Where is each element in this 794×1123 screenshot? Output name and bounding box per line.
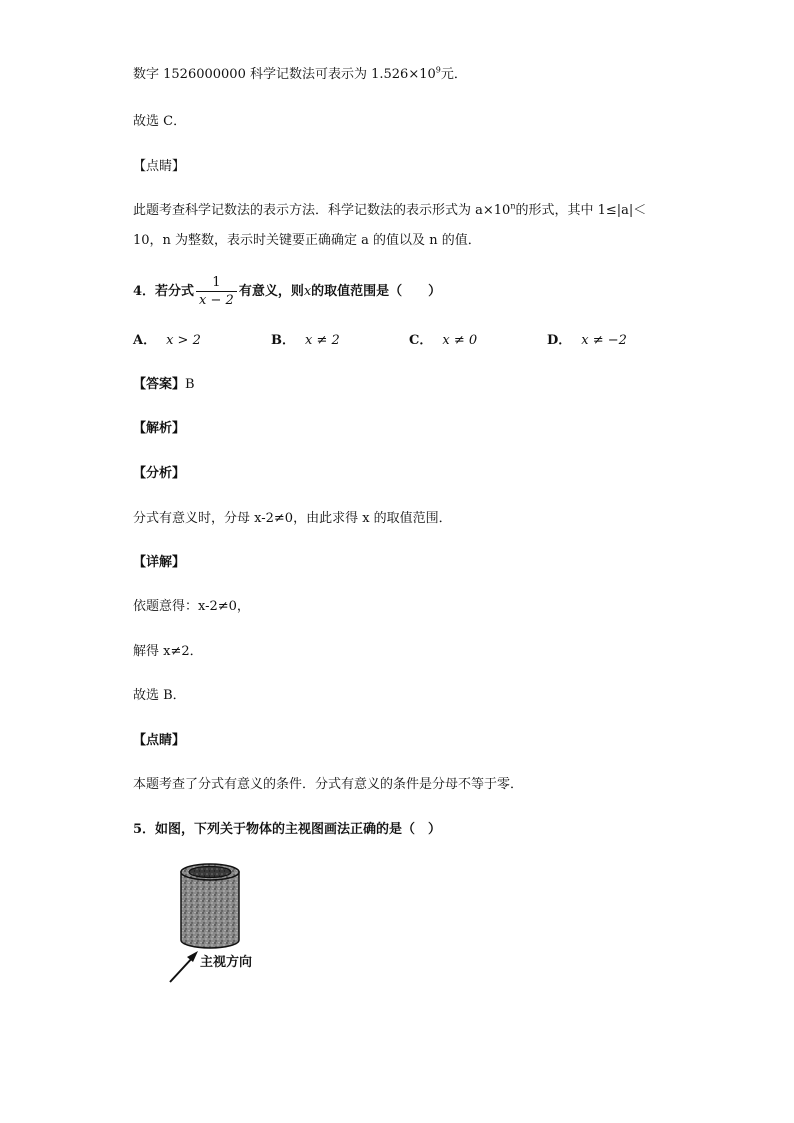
- text-line-step1: 依题意得：x-2≠0，: [133, 599, 250, 614]
- exponent: n: [510, 201, 516, 211]
- text-line-explanation: 此题考查科学记数法的表示方法．科学记数法的表示形式为 $a\times 10^n$的形式，其中 1≤|a|＜: [133, 201, 647, 218]
- cylinder-figure: [166, 858, 306, 992]
- question-4-stem: 4．若分式 $\frac{1}{x - 2}$ 有意义，则x的取值范围是（ ）: [133, 275, 442, 308]
- question-5-stem: 5．如图，下列关于物体的主视图画法正确的是（ ）: [133, 822, 442, 837]
- exponent: 9: [435, 65, 441, 75]
- hollow-cylinder-image: [166, 858, 306, 988]
- section-tag-xiangjie: 【详解】: [133, 555, 186, 570]
- option-c: C． x ≠ 0: [409, 333, 478, 348]
- option-a: A． x > 2: [133, 333, 201, 348]
- text-line-dianjing: 本题考查了分式有意义的条件．分式有意义的条件是分母不等于零．: [133, 777, 524, 792]
- text-line-choose-c: 故选 C．: [133, 114, 187, 129]
- section-tag-dianjing-2: 【点睛】: [133, 733, 186, 748]
- section-tag-dianjing: 【点睛】: [133, 159, 186, 174]
- section-tag-jiexi: 【解析】: [133, 421, 186, 436]
- figure-label: 主视方向: [200, 955, 253, 970]
- text-line-step2: 解得 x≠2．: [133, 644, 203, 659]
- option-d: D． x ≠ −2: [547, 333, 627, 348]
- text-line-fenxi: 分式有意义时，分母 x-2≠0，由此求得 x 的取值范围．: [133, 511, 452, 526]
- text-line-step3: 故选 B．: [133, 688, 186, 703]
- option-b: B． x ≠ 2: [271, 333, 340, 348]
- text-line-explanation-cont: 10，n 为整数，表示时关键要正确确定 a 的值以及 n 的值．: [133, 233, 481, 248]
- answer-line: 【答案】B: [133, 377, 195, 392]
- text-line-scientific-notation: 数字 1526000000 科学记数法可表示为 $1.526\times 10^9$元．: [133, 65, 467, 82]
- section-tag-fenxi: 【分析】: [133, 466, 186, 481]
- fraction: $\frac{1}{x - 2}$: [196, 274, 237, 309]
